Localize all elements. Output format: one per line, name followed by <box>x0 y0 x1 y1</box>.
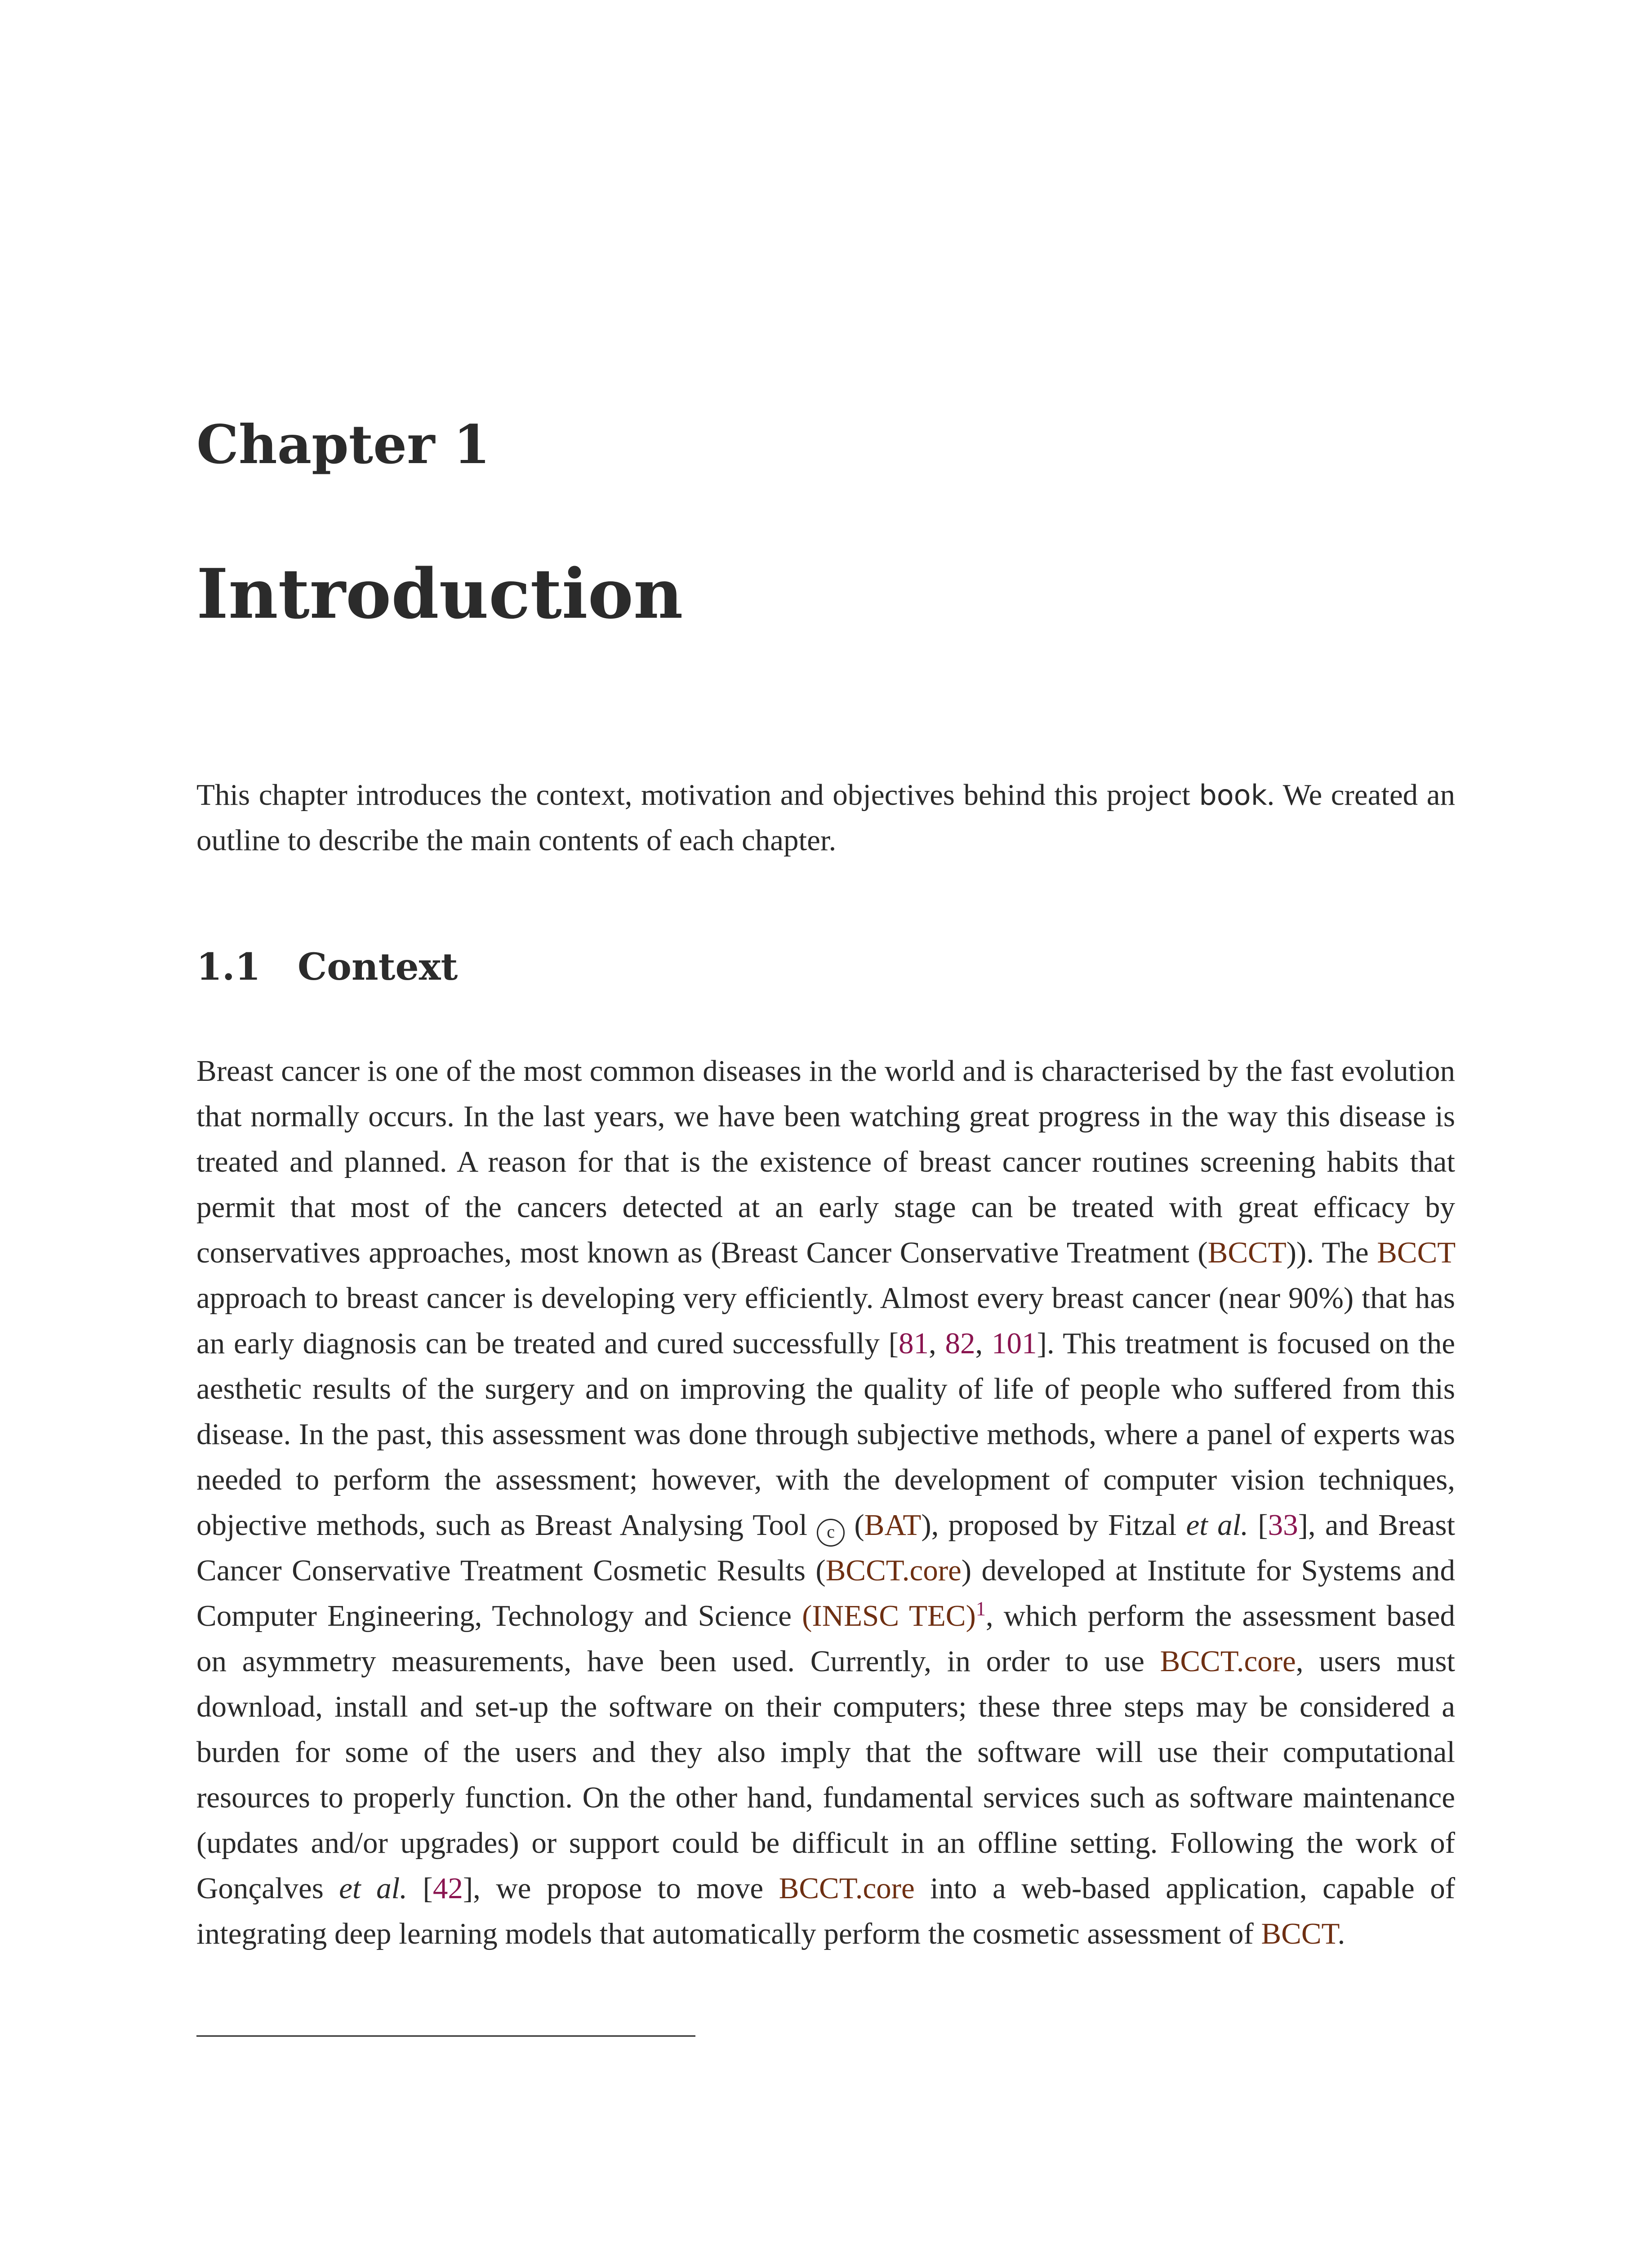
et-al: et al. <box>1186 1508 1249 1542</box>
body-text: ]. This treatment is focused on the aesthetic results of the surgery and on improving the quality of life of people who suffered from this disease. In the past, this assessment was done through subjective methods, where a panel of experts was needed to perform the assessment; however, with the development of computer vision techniques, objective methods, such as Breast Analysing Tool <box>196 1327 1456 1542</box>
section-title: Context <box>298 946 458 989</box>
body-text: [ <box>1248 1508 1268 1542</box>
body-text: , <box>975 1327 992 1360</box>
acronym-link-bcct-core[interactable]: BCCT.core <box>1160 1645 1296 1678</box>
body-text: Breast cancer is one of the most common diseases in the world and is characterised by the fast evolution that normally occurs. In the last years, we have been watching great progress in the way this disease is treated and planned. A reason for that is the existence of breast cancer routines screening habits that permit that most of the cancers detected at an early stage can be treated with great efficacy by conservatives approaches, most known as (Breast Cancer Conservative Treatment ( <box>196 1054 1455 1269</box>
body-text: , which perform the assessment based on asymmetry measurements, have been used. Currently, in order to use <box>196 1599 1455 1678</box>
context-paragraph <box>196 1048 1455 1957</box>
acronym-link-bcct[interactable]: BCCT <box>1207 1236 1287 1269</box>
acronym-link-inesc-tec[interactable]: (INESC TEC) <box>802 1599 976 1632</box>
body-text: approach to breast cancer is developing very efficiently. Almost every breast cancer (near 90%) that has an early diagnosis can be treated and cured successfully [ <box>196 1281 1455 1360</box>
citation-link-82[interactable]: 82 <box>945 1327 975 1360</box>
body-text: ) developed at Institute for Systems and Computer Engineering, Technology and Science <box>196 1554 1455 1632</box>
citation-link-101[interactable]: 101 <box>992 1327 1037 1360</box>
body-text: , users must download, install and set-up the software on their computers; these three steps may be considered a burden for some of the users and they also imply that the software will use their computational resources to properly function. On the other hand, fundamental services such as software maintenance (updates and/or upgrades) or support could be difficult in an offline setting. Following the work of Gonçalves <box>196 1645 1456 1905</box>
intro-text: This chapter introduces the context, motivation and objectives behind this project <box>196 778 1199 812</box>
footnote-marker[interactable]: 1 <box>975 1597 986 1620</box>
citation-link-42[interactable]: 42 <box>432 1872 463 1905</box>
section-number: 1.1 <box>196 946 261 989</box>
footnote-rule <box>196 2035 695 2037</box>
intro-text: . We created an outline to describe the main contents of each chapter. <box>196 778 1455 857</box>
chapter-title: Introduction <box>196 553 683 634</box>
book-word: book <box>1199 779 1267 812</box>
acronym-link-bcct[interactable]: BCCT <box>1377 1236 1455 1269</box>
chapter-label: Chapter 1 <box>196 413 490 476</box>
body-text: [ <box>407 1872 433 1905</box>
acronym-link-bcct-core[interactable]: BCCT.core <box>825 1554 962 1587</box>
et-al: et al. <box>339 1872 408 1905</box>
body-text: ( <box>845 1508 864 1542</box>
copyright-icon: c <box>817 1519 845 1547</box>
body-text: ], we propose to move <box>463 1872 779 1905</box>
citation-link-81[interactable]: 81 <box>898 1327 929 1360</box>
body-text: . <box>1337 1917 1345 1950</box>
acronym-link-bcct[interactable]: BCCT <box>1261 1917 1338 1950</box>
section-heading <box>196 946 458 989</box>
acronym-link-bat[interactable]: BAT <box>864 1508 922 1542</box>
citation-link-33[interactable]: 33 <box>1268 1508 1298 1542</box>
body-text: , <box>928 1327 945 1360</box>
body-text: into a web-based application, capable of integrating deep learning models that automatically perform the cosmetic assessment of <box>196 1872 1456 1950</box>
intro-paragraph <box>196 772 1455 863</box>
acronym-link-bcct-core[interactable]: BCCT.core <box>779 1872 915 1905</box>
body-text: )). The <box>1286 1236 1377 1269</box>
body-text: ], and Breast Cancer Conservative Treatment Cosmetic Results ( <box>196 1508 1456 1587</box>
body-text: ), proposed by Fitzal <box>921 1508 1186 1542</box>
